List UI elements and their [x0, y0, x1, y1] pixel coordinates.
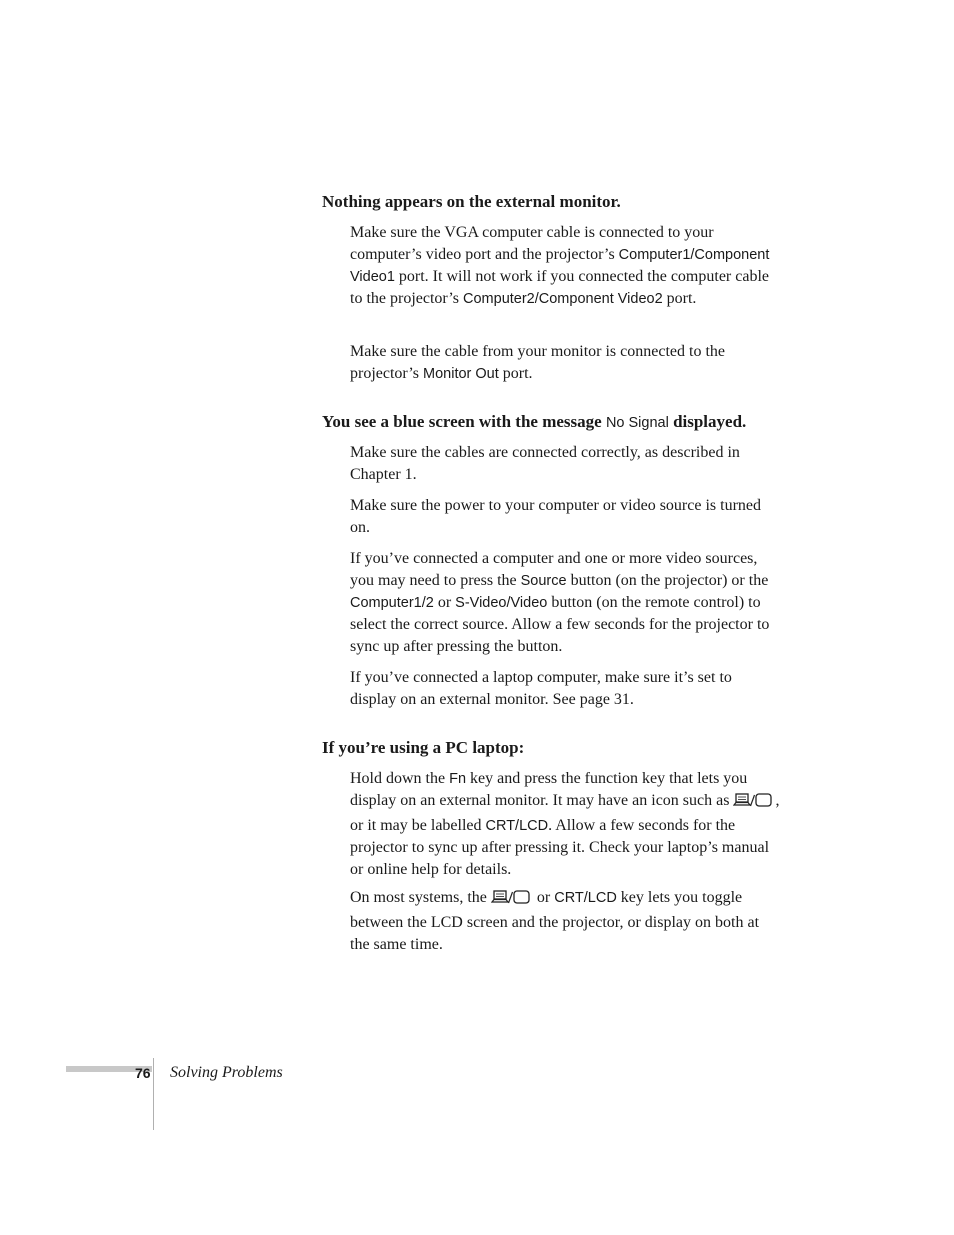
text: You see a blue screen with the message — [322, 412, 606, 431]
paragraph-vga-cable — [350, 222, 782, 310]
button-label-source: Source — [520, 573, 567, 589]
port-label-monitor-out: Monitor Out — [423, 366, 499, 382]
text: or — [433, 594, 456, 611]
port-label-computer1: Computer1/Component Video1 — [350, 247, 770, 285]
laptop-monitor-icon — [491, 889, 533, 912]
page-number: 76 — [135, 1065, 151, 1081]
text: button (on the remote control) to select the correct source. Allow a few seconds for the projector to sync up after pressing the button. — [350, 594, 770, 655]
heading-pc-laptop: If you’re using a PC laptop: — [322, 738, 525, 757]
paragraph-monitor-out — [350, 341, 782, 385]
text: key and press the function key that lets you display on an external monitor. It may have an icon such as — [350, 770, 748, 809]
paragraph-fn-key — [350, 768, 782, 881]
heading-blue-screen — [322, 411, 746, 434]
key-label-fn: Fn — [449, 771, 467, 787]
footer-divider — [153, 1058, 154, 1130]
paragraph-cables: Make sure the cables are connected correctly, as described in Chapter 1. — [350, 444, 740, 483]
text: port. — [662, 290, 697, 307]
text: or — [532, 889, 555, 906]
message-label-no-signal: No Signal — [605, 415, 669, 431]
paragraph-laptop-display: If you’ve connected a laptop computer, make sure it’s set to display on an external monitor. See page 31. — [350, 669, 732, 708]
text: port. It will not work if you connected the computer cable to the projector’s — [350, 268, 769, 307]
heading-external-monitor: Nothing appears on the external monitor. — [322, 192, 621, 211]
paragraph-toggle — [350, 887, 782, 956]
text: Hold down the — [350, 770, 450, 787]
paragraph-source-button — [350, 548, 782, 658]
button-label-computer12: Computer1/2 — [350, 595, 434, 611]
text: port. — [498, 365, 533, 382]
key-label-crt-lcd: CRT/LCD — [485, 818, 549, 834]
running-title: Solving Problems — [170, 1064, 283, 1081]
button-label-svideo: S-Video/Video — [455, 595, 548, 611]
laptop-monitor-icon — [733, 792, 775, 815]
text: displayed. — [668, 412, 747, 431]
text: . Allow a few seconds for the projector to sync up after pressing it. Check your laptop’s manual or online help for details. — [350, 817, 770, 878]
port-label-computer2: Computer2/Component Video2 — [463, 291, 663, 307]
text: If you’ve connected a computer and one or more video sources, you may need to press the — [350, 550, 758, 589]
key-label-crt-lcd: CRT/LCD — [554, 890, 617, 906]
text: On most systems, the — [350, 889, 491, 906]
paragraph-power: Make sure the power to your computer or video source is turned on. — [350, 497, 761, 536]
text: , or it may be labelled — [350, 792, 780, 834]
text: button (on the projector) or the — [566, 572, 769, 589]
text: Make sure the cable from your monitor is connected to the projector’s — [350, 343, 725, 382]
text: Make sure the VGA computer cable is connected to your computer’s video port and the projector’s — [350, 224, 714, 263]
text: key lets you toggle between the LCD screen and the projector, or display on both at the same time. — [350, 889, 760, 953]
